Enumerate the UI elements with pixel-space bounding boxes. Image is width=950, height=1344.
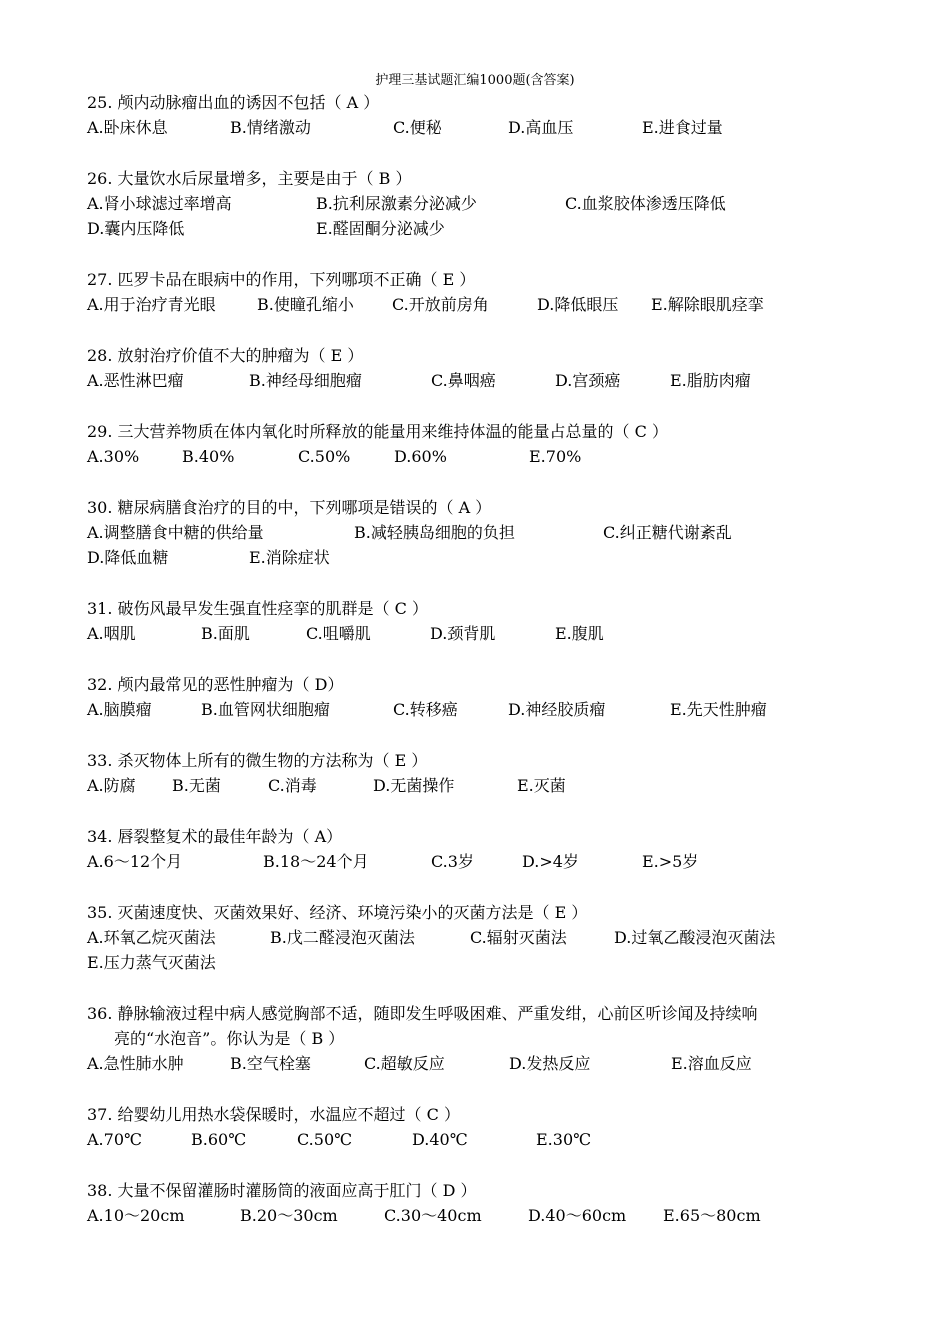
option-a: A.肾小球滤过率增高 (87, 194, 232, 213)
option-d: D.无菌操作 (373, 776, 455, 795)
option-a: A.防腐 (87, 776, 136, 795)
option-b: B.60℃ (191, 1130, 247, 1149)
options-row (87, 1127, 897, 1152)
option-b: B.神经母细胞瘤 (249, 371, 362, 390)
option-e: E.>5岁 (642, 852, 699, 871)
option-e: E.进食过量 (642, 118, 723, 137)
options-row (87, 1051, 897, 1076)
question-34 (87, 824, 897, 874)
question-26 (87, 166, 897, 241)
question-stem: 29. 三大营养物质在体内氧化时所释放的能量用来维持体温的能量占总量的（ C ） (87, 422, 668, 441)
option-a: A.调整膳食中糖的供给量 (87, 523, 264, 542)
option-a: A.恶性淋巴瘤 (87, 371, 184, 390)
option-c: C.便秘 (393, 118, 442, 137)
option-b: B.面肌 (201, 624, 250, 643)
option-c: C.消毒 (268, 776, 317, 795)
option-e: E.醛固酮分泌减少 (316, 219, 445, 238)
option-d: D.>4岁 (522, 852, 579, 871)
question-stem: 27. 匹罗卡品在眼病中的作用，下列哪项不正确（ E ） (87, 270, 476, 289)
options-row (87, 950, 897, 975)
question-32 (87, 672, 897, 722)
option-a: A.用于治疗青光眼 (87, 295, 216, 314)
option-e: E.腹肌 (555, 624, 604, 643)
option-b: B.使瞳孔缩小 (257, 295, 354, 314)
options-row (87, 292, 897, 317)
options-row (87, 697, 897, 722)
question-28 (87, 343, 897, 393)
question-38 (87, 1178, 897, 1228)
option-e: E.解除眼肌痉挛 (651, 295, 764, 314)
question-25 (87, 90, 897, 140)
option-c: C.50% (298, 447, 351, 466)
options-row (87, 520, 897, 545)
question-35 (87, 900, 897, 975)
options-row (87, 621, 897, 646)
option-e: E.消除症状 (249, 548, 330, 567)
options-row (87, 191, 897, 216)
option-c: C.辐射灭菌法 (470, 928, 567, 947)
question-37 (87, 1102, 897, 1152)
option-e: E.溶血反应 (671, 1054, 752, 1073)
options-row (87, 368, 897, 393)
option-c: C.50℃ (297, 1130, 353, 1149)
option-e: E.70% (529, 447, 582, 466)
question-stem: 34. 唇裂整复术的最佳年龄为（ A） (87, 827, 343, 846)
question-list (87, 90, 897, 1254)
option-c: C.3岁 (431, 852, 474, 871)
question-stem: 31. 破伤风最早发生强直性痉挛的肌群是（ C ） (87, 599, 428, 618)
option-a: A.10～20cm (87, 1206, 185, 1225)
question-stem: 36. 静脉输液过程中病人感觉胸部不适，随即发生呼吸困难、严重发绀，心前区听诊闻及持续响 (87, 1004, 758, 1023)
question-stem: 26. 大量饮水后尿量增多，主要是由于（ B ） (87, 169, 412, 188)
options-row (87, 545, 897, 570)
option-a: A.环氧乙烷灭菌法 (87, 928, 216, 947)
question-stem: 25. 颅内动脉瘤出血的诱因不包括（ A ） (87, 93, 380, 112)
options-row (87, 849, 897, 874)
question-31 (87, 596, 897, 646)
option-a: A.急性肺水肿 (87, 1054, 184, 1073)
option-c: C.咀嚼肌 (306, 624, 371, 643)
option-e: E.先天性肿瘤 (670, 700, 767, 719)
question-29 (87, 419, 897, 469)
option-d: D.高血压 (508, 118, 574, 137)
option-c: C.纠正糖代谢紊乱 (603, 523, 732, 542)
option-a: A.脑膜瘤 (87, 700, 152, 719)
option-b: B.空气栓塞 (230, 1054, 311, 1073)
option-d: D.发热反应 (509, 1054, 591, 1073)
option-b: B.20～30cm (240, 1206, 338, 1225)
option-c: C.超敏反应 (364, 1054, 445, 1073)
option-d: D.宫颈癌 (555, 371, 621, 390)
question-stem: 37. 给婴幼儿用热水袋保暖时，水温应不超过（ C ） (87, 1105, 460, 1124)
option-b: B.血管网状细胞瘤 (201, 700, 330, 719)
option-e: E.65～80cm (663, 1206, 761, 1225)
option-d: D.降低血糖 (87, 548, 169, 567)
option-d: D.囊内压降低 (87, 219, 185, 238)
options-row (87, 773, 897, 798)
question-27 (87, 267, 897, 317)
option-a: A.30% (87, 447, 140, 466)
option-b: B.抗利尿激素分泌减少 (316, 194, 477, 213)
option-e: E.灭菌 (517, 776, 566, 795)
option-b: B.情绪激动 (230, 118, 311, 137)
option-d: D.神经胶质瘤 (508, 700, 606, 719)
option-b: B.戊二醛浸泡灭菌法 (270, 928, 415, 947)
option-c: C.转移癌 (393, 700, 458, 719)
options-row (87, 1203, 897, 1228)
question-stem: 38. 大量不保留灌肠时灌肠筒的液面应高于肛门（ D ） (87, 1181, 477, 1200)
question-stem: 28. 放射治疗价值不大的肿瘤为（ E ） (87, 346, 364, 365)
option-e: E.脂肪肉瘤 (670, 371, 751, 390)
options-row (87, 216, 897, 241)
option-c: C.30～40cm (384, 1206, 482, 1225)
options-row (87, 925, 897, 950)
option-b: B.18～24个月 (263, 852, 369, 871)
option-c: C.鼻咽癌 (431, 371, 496, 390)
option-a: A.卧床休息 (87, 118, 168, 137)
option-a: A.70℃ (87, 1130, 142, 1149)
question-33 (87, 748, 897, 798)
option-b: B.40% (182, 447, 235, 466)
option-b: B.减轻胰岛细胞的负担 (354, 523, 515, 542)
option-c: C.开放前房角 (392, 295, 489, 314)
options-row (87, 115, 897, 140)
page-header: 护理三基试题汇编1000题(含答案) (375, 73, 575, 88)
option-d: D.过氧乙酸浸泡灭菌法 (614, 928, 776, 947)
question-stem: 32. 颅内最常见的恶性肿瘤为（ D） (87, 675, 344, 694)
option-a: A.咽肌 (87, 624, 136, 643)
option-e: E.30℃ (536, 1130, 592, 1149)
option-d: D.降低眼压 (537, 295, 619, 314)
question-stem-continued: 亮的“水泡音”。你认为是（ B ） (114, 1029, 345, 1048)
option-d: D.60% (394, 447, 447, 466)
option-b: B.无菌 (172, 776, 221, 795)
option-d: D.40℃ (412, 1130, 468, 1149)
question-30 (87, 495, 897, 570)
option-d: D.颈背肌 (430, 624, 496, 643)
options-row (87, 444, 897, 469)
question-stem: 35. 灭菌速度快、灭菌效果好、经济、环境污染小的灭菌方法是（ E ） (87, 903, 588, 922)
question-stem: 33. 杀灭物体上所有的微生物的方法称为（ E ） (87, 751, 428, 770)
option-a: A.6～12个月 (87, 852, 183, 871)
option-c: C.血浆胶体渗透压降低 (565, 194, 726, 213)
question-36 (87, 1001, 897, 1076)
option-d: D.40～60cm (528, 1206, 627, 1225)
question-stem: 30. 糖尿病膳食治疗的目的中，下列哪项是错误的（ A ） (87, 498, 492, 517)
option-e: E.压力蒸气灭菌法 (87, 953, 216, 972)
